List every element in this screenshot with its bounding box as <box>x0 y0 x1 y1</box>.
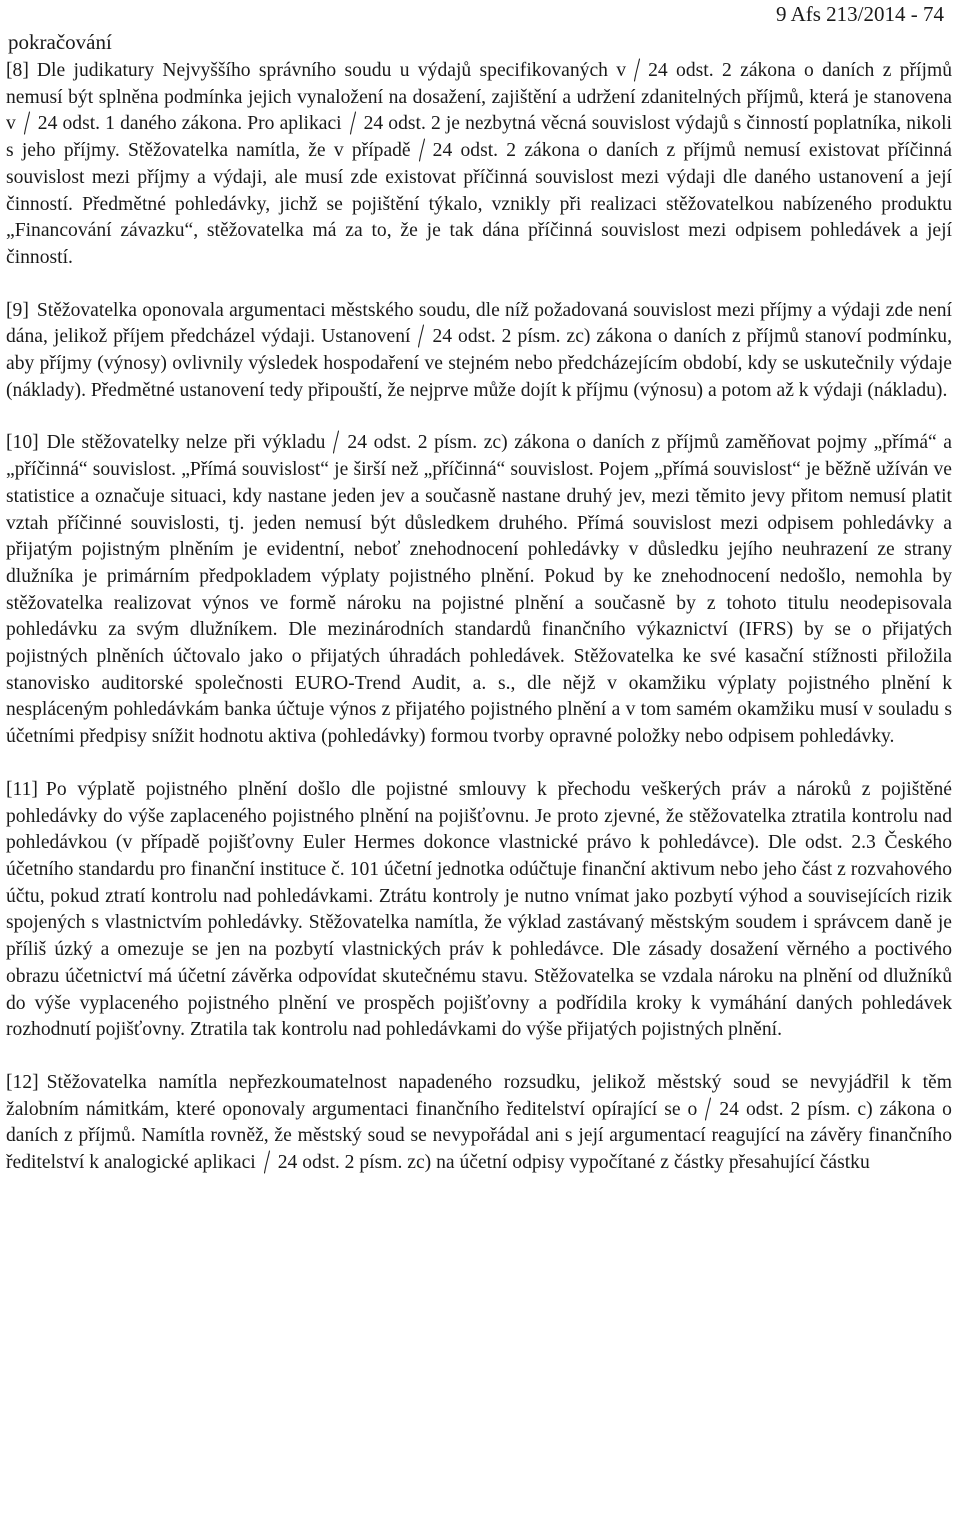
paragraph-text: Stěžovatelka oponovala argumentaci městského soudu, dle níž požadovaná souvislost mezi příjmy a výdaji zde není dána, jelikož příjem předcházel výdaji. Ustanovení <box>6 299 952 348</box>
paragraph <box>6 58 952 272</box>
section-sign-icon <box>348 111 358 133</box>
document-body <box>6 58 952 1177</box>
paragraph-number: [11] <box>6 778 38 800</box>
paragraph <box>6 777 952 1044</box>
paragraph-number: [10] <box>6 432 39 454</box>
paragraph-text: Dle judikatury Nejvyššího správního soudu u výdajů specifikovaných v <box>36 60 627 81</box>
paragraph-text: 24 odst. 2 zákona o daních z příjmů nemusí existovat příčinná souvislost mezi příjmy a výdaji, ale musí zde existovat příčinná souvislost mezi výdaji dle daného ustanovení a její činností. Předmětné pohledávky, jichž se pojištění týkalo, vznikly při realizaci stěžovatelkou nabízeného produktu „Financování závazku“, stěžovatelka má za to, že je tak dána příčinná souvislost mezi odpisem pohledávek a její činností. <box>6 140 952 268</box>
paragraph-number: [8] <box>6 60 29 81</box>
section-sign-icon <box>22 111 32 133</box>
section-sign-icon <box>417 138 427 160</box>
section-sign-icon <box>416 324 426 346</box>
paragraph-text: Stěžovatelka namítla nepřezkoumatelnost napadeného rozsudku, jelikož městský soud se nevyjádřil k těm žalobním námitkám, které oponovaly argumentaci finančního ředitelství opírající se o <box>6 1071 952 1120</box>
section-sign-icon <box>632 58 642 80</box>
paragraph-number: [9] <box>6 299 29 321</box>
paragraph-number: [12] <box>6 1071 39 1093</box>
section-sign-icon <box>703 1097 713 1119</box>
paragraph <box>6 1070 952 1177</box>
page-header <box>6 0 952 58</box>
header-continuation: pokračování <box>8 30 112 54</box>
paragraph-text: 24 odst. 1 daného zákona. Pro aplikaci <box>37 113 342 135</box>
paragraph-text: Po výplatě pojistného plnění došlo dle pojistné smlouvy k přechodu veškerých práv a nároků z pojištěné pohledávky do výše zaplaceného pojistného plnění na pojišťovnu. Je proto zjevné, že stěžovatelka ztratila kontrolu nad pohledávkou (v případě pojišťovny Euler Hermes dokonce vlastnické právo k pohledávce). Dle odst. 2.3 Českého účetního standardu pro finanční instituce č. 101 účetní jednotka odúčtuje finanční aktivum nebo jeho část z rozvahového účtu, pokud ztratí kontrolu nad pohledávkami. Ztrátu kontroly je nutno vnímat jako pozbytí výhod a souvisejících rizik spojených s vlastnictvím pohledávky. Stěžovatelka namítla, že výklad zastávaný městským soudem i správcem daně je příliš úzký a omezuje se jen na pozbytí vlastnických práv k pohledávce. Dle zásady dosažení věrného a poctivého obrazu účetnictví má účetní závěrka odpovídat skutečnému stavu. Stěžovatelka se vzdala nároku na plnění od dlužníků do výše vyplaceného pojistného plnění ve prospěch pojišťovny a podřídila kroky k vymáhání daných pohledávek rozhodnutí pojišťovny. Ztratila tak kontrolu nad pohledávkami do výše přijatých pojistných plnění. <box>6 778 952 1041</box>
section-sign-icon <box>331 430 341 452</box>
paragraph-text: 24 odst. 2 je nezbytná věcná souvislost výdajů s činností poplatníka, nikoli s jeho příjmy. Stěžovatelka namítla, že v případě <box>6 113 952 162</box>
paragraph-text: 24 odst. 2 písm. zc) na účetní odpisy vypočítané z částky přesahující částku <box>277 1152 870 1174</box>
paragraph <box>6 430 952 750</box>
paragraph <box>6 298 952 405</box>
paragraph-text: 24 odst. 2 zákona o daních z příjmů nemusí být splněna podmínka jejich vynaložení na dosažení, zajištění a udržení zdanitelných příjmů, která je stanovena v <box>6 60 952 135</box>
paragraph-text: 24 odst. 2 písm. zc) zákona o daních z příjmů zaměňovat pojmy „přímá“ a „příčinná“ souvislost. „Přímá souvislost“ je širší než „příčinná“ souvislost. Pojem „přímá souvislost“ je běžně užíván ve statistice a označuje situaci, kdy nastane jeden jev a současně nastane druhý jev, mezi těmito jevy přitom nemusí platit vztah příčinné souvislosti, tj. jeden nemusí být důsledkem druhého. Přímá souvislost mezi odpisem pohledávky a přijatým pojistným plněním je evidentní, neboť znehodnocení pohledávky v důsledku jejího neuhrazení ze strany dlužníka je primárním předpokladem výplaty pojistného plnění. Pokud by ke znehodnocení nedošlo, nemohla by stěžovatelka realizovat výnos ve formě nároku na pojistné plnění a současně by z tohoto titulu neodepisovala pohledávku za svým dlužníkem. Dle mezinárodních standardů finančního výkaznictví (IFRS) by se o přijatých pojistných plněních účtovalo jako o přijatých úhradách pohledávek. Stěžovatelka ke své kasační stížnosti přiložila stanovisko auditorské společnosti EURO-Trend Audit, a. s., dle nějž v okamžiku výplaty pojistného plnění k nespláceným pohledávkám banka účtuje výnos z přijatého pojistného plnění a v tom samém okamžiku musí v souladu s účetními předpisy snížit hodnotu aktiva (pohledávky) formou tvorby opravné položky nebo odpisem pohledávky. <box>6 432 952 748</box>
paragraph-text: 24 odst. 2 písm. zc) zákona o daních z příjmů stanoví podmínku, aby příjmy (výnosy) ovlivnily výsledek hospodaření ve stejném nebo předcházejícím období, kdy se uskutečnily výdaje (náklady). Předmětné ustanovení tedy připouští, že nejprve může dojít k příjmu (výnosu) a potom až k výdaji (nákladu). <box>6 326 952 401</box>
paragraph-text: Dle stěžovatelky nelze při výkladu <box>46 432 326 454</box>
header-case-number: 9 Afs 213/2014 - 74 <box>776 2 944 26</box>
section-sign-icon <box>262 1150 272 1172</box>
paragraph-text: 24 odst. 2 písm. c) zákona o daních z příjmů. Namítla rovněž, že městský soud se nevypořádal ani s její argumentací reagující na závěry finančního ředitelství k analogické aplikaci <box>6 1098 952 1174</box>
